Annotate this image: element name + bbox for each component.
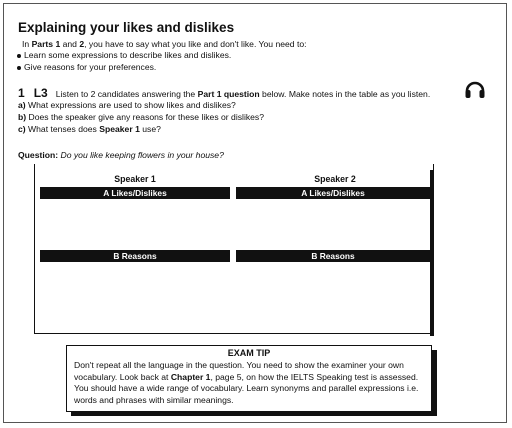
intro-parts-b: 2 xyxy=(79,39,85,49)
task-number: 1 xyxy=(18,86,25,100)
reasons-bar-speaker-1: B Reasons xyxy=(40,250,230,262)
speaker-2-heading: Speaker 2 xyxy=(314,174,356,184)
task-text-post: below. Make notes in the table as you listen. xyxy=(259,89,431,99)
intro-post: , you have to say what you like and don't like. You need to: xyxy=(84,39,307,49)
intro-and: and xyxy=(60,39,80,49)
sub-question-text: What expressions are used to show likes and dislikes? xyxy=(25,100,236,110)
bullet-text: Learn some expressions to describe likes and dislikes. xyxy=(24,50,232,60)
likes-bar-speaker-2: A Likes/Dislikes xyxy=(236,187,430,199)
sub-question-text: What tenses does xyxy=(25,124,100,134)
intro-text xyxy=(22,38,307,50)
sub-question-label: b) xyxy=(18,112,27,122)
question-label: Question: xyxy=(18,150,59,160)
bullet-text: Give reasons for your preferences. xyxy=(24,62,157,72)
exam-tip-text xyxy=(74,360,428,406)
sub-question-text: use? xyxy=(139,124,161,134)
speaker-1-heading: Speaker 1 xyxy=(114,174,156,184)
exam-tip-title: EXAM TIP xyxy=(227,348,271,358)
intro-pre: In xyxy=(22,39,32,49)
task-text-pre: Listen to 2 candidates answering the xyxy=(55,89,198,99)
task-instruction xyxy=(18,86,430,100)
sub-question-b xyxy=(18,112,264,122)
reasons-bar-speaker-2: B Reasons xyxy=(236,250,430,262)
sub-question-a xyxy=(18,100,236,110)
question-text: Do you like keeping flowers in your house? xyxy=(58,150,224,160)
sub-question-c xyxy=(18,124,161,134)
sub-question-text: Does the speaker give any reasons for these likes or dislikes? xyxy=(26,112,265,122)
track-code: L3 xyxy=(33,86,48,100)
bullet-item xyxy=(17,62,156,72)
table-shadow xyxy=(430,170,434,336)
exam-tip-shadow xyxy=(432,350,437,416)
intro-parts-a: Parts 1 xyxy=(31,39,61,49)
exam-tip-shadow xyxy=(71,412,437,416)
exam-tip-text-post: , page 5, on how the IELTS Speaking test is assessed. You should have a wide range of vocabulary. Learn synonyms and parallel expressions i.e. words and phrases with similar meanings. xyxy=(74,371,419,405)
bullet-item xyxy=(17,50,231,60)
headphones-icon xyxy=(464,78,486,100)
likes-bar-speaker-1: A Likes/Dislikes xyxy=(40,187,230,199)
sub-question-bold: Speaker 1 xyxy=(99,124,140,134)
task-text-bold: Part 1 question xyxy=(197,89,260,99)
exam-tip-text-pre: Don't repeat all the language in the question. You need to show the examiner your own vocabulary. Look back at xyxy=(74,360,404,382)
exam-tip-bold: Chapter 1 xyxy=(170,371,211,382)
sub-question-label: c) xyxy=(18,124,26,134)
bullet-dot-icon xyxy=(17,66,21,70)
section-title: Explaining your likes and dislikes xyxy=(18,20,235,35)
practice-question xyxy=(18,150,224,160)
bullet-dot-icon xyxy=(17,54,21,58)
sub-question-label: a) xyxy=(18,100,26,110)
